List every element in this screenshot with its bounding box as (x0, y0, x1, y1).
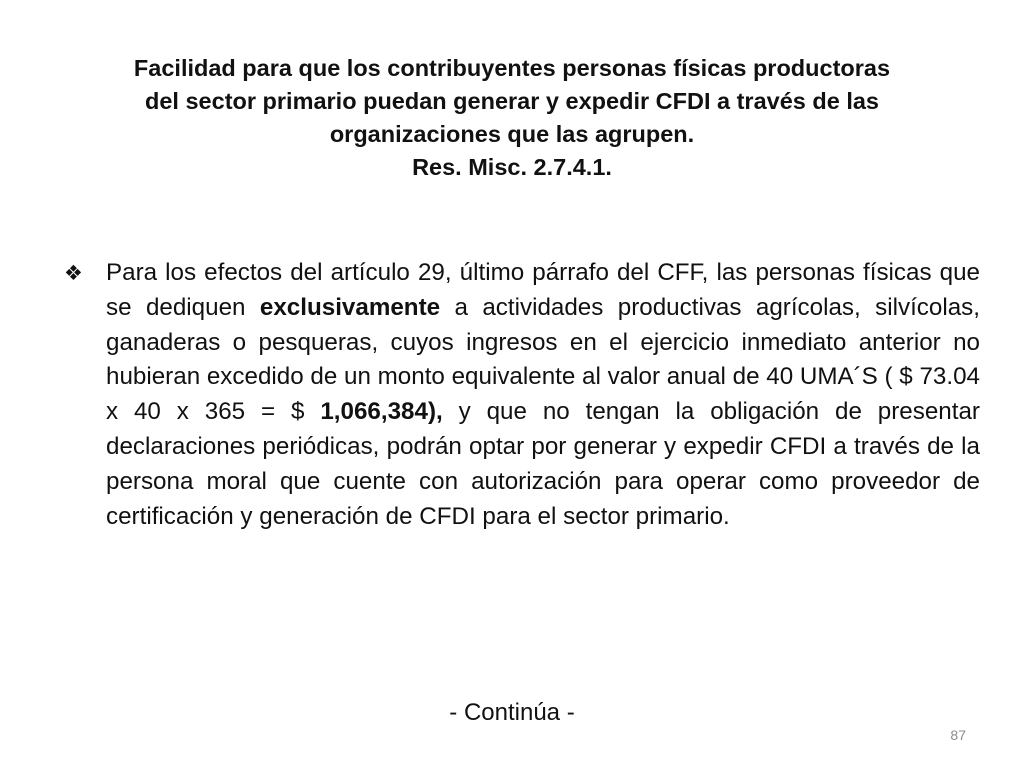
title-line-1: Facilidad para que los contribuyentes personas físicas productoras (133, 55, 891, 81)
bullet-bold-exclusivamente: exclusivamente (259, 293, 441, 321)
bullet-paragraph (64, 256, 980, 534)
bullet-text (106, 256, 980, 534)
title-line-reference: Res. Misc. 2.7.4.1. (412, 154, 612, 180)
bullet-text-part-2: a actividades productivas agrícolas, silvícolas, ganaderas o pesqueras, cuyos ingresos en el ejercicio inmediato anterior no hubieran excedido de un monto equivalente al valor anual de 40 UMA´S ( $ 73.04 x 40 x 365 = $ (106, 293, 981, 426)
title-line-3: organizaciones que las agrupen. (329, 121, 695, 147)
slide-title (50, 52, 974, 184)
continua-label: - Continúa - (449, 699, 575, 726)
page-number: 87 (950, 727, 966, 743)
bullet-text-part-3: y que no tengan la obligación de presentar declaraciones periódicas, podrán optar por generar y expedir CFDI a través de la persona moral que cuente con autorización para operar como proveedor de certificación y generación de CFDI para el sector primario. (106, 398, 980, 530)
bullet-text-part-1: Para los efectos del artículo 29, último párrafo del CFF, las personas físicas que se dediquen (106, 259, 980, 321)
diamond-bullet-icon: ❖ (64, 262, 83, 285)
title-line-2: del sector primario puedan generar y expedir CFDI a través de las (145, 88, 879, 114)
bullet-bold-amount: 1,066,384), (320, 398, 443, 426)
